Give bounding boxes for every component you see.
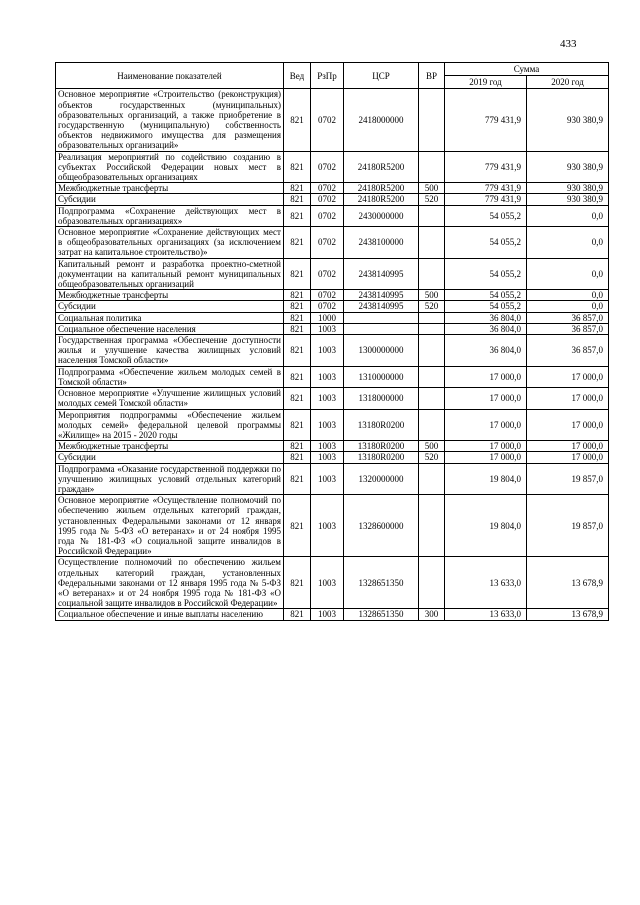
cell-ved: 821: [284, 557, 311, 609]
cell-rzpr: 0702: [311, 290, 344, 301]
cell-rzpr: 1003: [311, 409, 344, 441]
cell-2020: 17 000,0: [527, 441, 609, 452]
cell-2020: 0,0: [527, 205, 609, 226]
cell-name: Межбюджетные трансферты: [56, 183, 284, 194]
cell-vr: [419, 335, 445, 367]
cell-name: Реализация мероприятий по содействию созданию в субъектах Российской Федерации новых мест в общеобразовательных организациях: [56, 151, 284, 183]
cell-2019: 779 431,9: [445, 89, 527, 151]
cell-rzpr: 0702: [311, 89, 344, 151]
cell-rzpr: 1003: [311, 463, 344, 495]
cell-2019: 779 431,9: [445, 151, 527, 183]
table-body: [56, 89, 609, 620]
cell-csr: 1328651350: [344, 557, 419, 609]
cell-2019: 54 055,2: [445, 258, 527, 290]
cell-rzpr: 0702: [311, 258, 344, 290]
cell-2019: 17 000,0: [445, 441, 527, 452]
cell-ved: 821: [284, 290, 311, 301]
table-row: [56, 495, 609, 557]
cell-2019: 36 804,0: [445, 335, 527, 367]
cell-csr: 1328600000: [344, 495, 419, 557]
cell-name: Государственная программа «Обеспечение доступности жилья и улучшение качества жилищных условий населения Томской области»: [56, 335, 284, 367]
cell-rzpr: 1003: [311, 323, 344, 334]
cell-ved: 821: [284, 495, 311, 557]
cell-csr: 13180R0200: [344, 452, 419, 463]
cell-name: Подпрограмма «Сохранение действующих мест в образовательных организациях»: [56, 205, 284, 226]
cell-csr: 13180R0200: [344, 409, 419, 441]
table-row: [56, 366, 609, 387]
cell-name: Субсидии: [56, 194, 284, 205]
table-row: [56, 609, 609, 620]
cell-csr: 1310000000: [344, 366, 419, 387]
cell-2019: 19 804,0: [445, 463, 527, 495]
cell-2019: 779 431,9: [445, 194, 527, 205]
table-row: [56, 227, 609, 259]
header-row: [56, 63, 609, 76]
cell-name: Субсидии: [56, 452, 284, 463]
table-row: [56, 463, 609, 495]
cell-rzpr: 0702: [311, 227, 344, 259]
cell-2019: 54 055,2: [445, 301, 527, 312]
cell-2019: 54 055,2: [445, 290, 527, 301]
cell-2019: 19 804,0: [445, 495, 527, 557]
cell-csr: [344, 312, 419, 323]
table-row: [56, 312, 609, 323]
cell-rzpr: 1000: [311, 312, 344, 323]
table-row: [56, 388, 609, 409]
cell-vr: 520: [419, 301, 445, 312]
cell-vr: [419, 366, 445, 387]
cell-2020: 36 857,0: [527, 323, 609, 334]
cell-2019: 54 055,2: [445, 205, 527, 226]
cell-2020: 17 000,0: [527, 366, 609, 387]
header-sum: Сумма: [445, 63, 609, 76]
cell-vr: [419, 495, 445, 557]
cell-ved: 821: [284, 258, 311, 290]
cell-name: Основное мероприятие «Осуществление полномочий по обеспечению жильем отдельных категорий граждан, установленных Федеральными законами от 12 января 1995 года № 5-ФЗ «О ветеранах» и от 24 ноября 1995 года № 181-ФЗ «О социальной защите инвалидов в Российской Федерации»: [56, 495, 284, 557]
cell-2020: 36 857,0: [527, 335, 609, 367]
cell-csr: 2418000000: [344, 89, 419, 151]
header-vr: ВР: [419, 63, 445, 89]
cell-name: Мероприятия подпрограммы «Обеспечение жильем молодых семей» федеральной целевой программы «Жилище» на 2015 - 2020 годы: [56, 409, 284, 441]
cell-vr: [419, 89, 445, 151]
cell-name: Социальная политика: [56, 312, 284, 323]
cell-2020: 13 678,9: [527, 557, 609, 609]
cell-2019: 17 000,0: [445, 366, 527, 387]
cell-name: Социальное обеспечение и иные выплаты населению: [56, 609, 284, 620]
cell-2020: 17 000,0: [527, 409, 609, 441]
cell-vr: [419, 258, 445, 290]
cell-ved: 821: [284, 151, 311, 183]
header-name: Наименование показателей: [56, 63, 284, 89]
cell-ved: 821: [284, 323, 311, 334]
header-ved: Вед: [284, 63, 311, 89]
cell-csr: 1320000000: [344, 463, 419, 495]
cell-name: Капитальный ремонт и разработка проектно-сметной документации на капитальный ремонт муниципальных общеобразовательных организаций: [56, 258, 284, 290]
cell-ved: 821: [284, 366, 311, 387]
cell-name: Межбюджетные трансферты: [56, 290, 284, 301]
cell-2019: 17 000,0: [445, 452, 527, 463]
table-row: [56, 335, 609, 367]
cell-rzpr: 0702: [311, 194, 344, 205]
cell-vr: [419, 388, 445, 409]
cell-rzpr: 0702: [311, 183, 344, 194]
cell-2020: 930 380,9: [527, 151, 609, 183]
cell-name: Социальное обеспечение населения: [56, 323, 284, 334]
cell-rzpr: 1003: [311, 366, 344, 387]
cell-rzpr: 0702: [311, 301, 344, 312]
cell-ved: 821: [284, 452, 311, 463]
cell-rzpr: 1003: [311, 495, 344, 557]
cell-ved: 821: [284, 463, 311, 495]
cell-vr: [419, 151, 445, 183]
cell-2020: 0,0: [527, 301, 609, 312]
table-row: [56, 409, 609, 441]
cell-csr: 1328651350: [344, 609, 419, 620]
cell-vr: 300: [419, 609, 445, 620]
table-row: [56, 441, 609, 452]
cell-ved: 821: [284, 227, 311, 259]
cell-2020: 930 380,9: [527, 89, 609, 151]
cell-csr: [344, 323, 419, 334]
cell-ved: 821: [284, 441, 311, 452]
cell-rzpr: 0702: [311, 151, 344, 183]
cell-csr: 1318000000: [344, 388, 419, 409]
cell-vr: [419, 323, 445, 334]
cell-csr: 24180R5200: [344, 194, 419, 205]
cell-vr: 520: [419, 452, 445, 463]
cell-name: Подпрограмма «Оказание государственной поддержки по улучшению жилищных условий отдельных категорий граждан»: [56, 463, 284, 495]
cell-2020: 17 000,0: [527, 452, 609, 463]
cell-rzpr: 1003: [311, 335, 344, 367]
cell-2020: 930 380,9: [527, 194, 609, 205]
cell-rzpr: 1003: [311, 452, 344, 463]
cell-ved: 821: [284, 409, 311, 441]
cell-2020: 0,0: [527, 290, 609, 301]
table-row: [56, 205, 609, 226]
table-row: [56, 194, 609, 205]
cell-vr: 500: [419, 290, 445, 301]
cell-2020: 36 857,0: [527, 312, 609, 323]
cell-2020: 930 380,9: [527, 183, 609, 194]
budget-table: [55, 62, 609, 621]
cell-csr: 2430000000: [344, 205, 419, 226]
header-csr: ЦСР: [344, 63, 419, 89]
cell-2019: 13 633,0: [445, 557, 527, 609]
cell-csr: 1300000000: [344, 335, 419, 367]
cell-2020: 19 857,0: [527, 463, 609, 495]
cell-vr: 500: [419, 441, 445, 452]
cell-vr: 520: [419, 194, 445, 205]
cell-rzpr: 1003: [311, 388, 344, 409]
cell-ved: 821: [284, 609, 311, 620]
cell-ved: 821: [284, 194, 311, 205]
table-row: [56, 258, 609, 290]
cell-csr: 24180R5200: [344, 151, 419, 183]
cell-vr: [419, 409, 445, 441]
cell-2019: 36 804,0: [445, 312, 527, 323]
header-2020: 2020 год: [527, 76, 609, 89]
cell-csr: 13180R0200: [344, 441, 419, 452]
cell-2019: 54 055,2: [445, 227, 527, 259]
cell-2019: 36 804,0: [445, 323, 527, 334]
cell-ved: 821: [284, 335, 311, 367]
cell-ved: 821: [284, 388, 311, 409]
cell-rzpr: 1003: [311, 557, 344, 609]
table-row: [56, 183, 609, 194]
cell-2019: 17 000,0: [445, 409, 527, 441]
cell-ved: 821: [284, 205, 311, 226]
table-row: [56, 290, 609, 301]
cell-2019: 779 431,9: [445, 183, 527, 194]
table-row: [56, 301, 609, 312]
cell-rzpr: 1003: [311, 609, 344, 620]
cell-2020: 0,0: [527, 258, 609, 290]
cell-vr: [419, 312, 445, 323]
cell-2020: 19 857,0: [527, 495, 609, 557]
table-row: [56, 452, 609, 463]
cell-name: Основное мероприятие «Улучшение жилищных условий молодых семей Томской области»: [56, 388, 284, 409]
cell-csr: 2438140995: [344, 258, 419, 290]
table-row: [56, 89, 609, 151]
cell-rzpr: 1003: [311, 441, 344, 452]
cell-ved: 821: [284, 89, 311, 151]
cell-name: Субсидии: [56, 301, 284, 312]
cell-vr: [419, 463, 445, 495]
header-2019: 2019 год: [445, 76, 527, 89]
cell-vr: [419, 205, 445, 226]
cell-2020: 0,0: [527, 227, 609, 259]
cell-2020: 13 678,9: [527, 609, 609, 620]
cell-name: Межбюджетные трансферты: [56, 441, 284, 452]
table-row: [56, 151, 609, 183]
cell-vr: [419, 227, 445, 259]
table-row: [56, 323, 609, 334]
cell-csr: 24180R5200: [344, 183, 419, 194]
cell-name: Подпрограмма «Обеспечение жильем молодых семей в Томской области»: [56, 366, 284, 387]
cell-name: Основное мероприятие «Строительство (реконструкция) объектов государственных (муниципальных) образовательных организаций, а также приобретение в государственную (муниципальную) собственность объектов недвижимого имущества для размещения образовательных организаций»: [56, 89, 284, 151]
cell-ved: 821: [284, 301, 311, 312]
cell-csr: 2438140995: [344, 290, 419, 301]
cell-2019: 13 633,0: [445, 609, 527, 620]
cell-2019: 17 000,0: [445, 388, 527, 409]
cell-vr: 500: [419, 183, 445, 194]
cell-csr: 2438100000: [344, 227, 419, 259]
cell-2020: 17 000,0: [527, 388, 609, 409]
cell-name: Осуществление полномочий по обеспечению жильем отдельных категорий граждан, установленных Федеральными законами от 12 января 1995 года № 5-ФЗ «О ветеранах» и от 24 ноября 1995 года № 181-ФЗ «О социальной защите инвалидов в Российской Федерации»: [56, 557, 284, 609]
cell-ved: 821: [284, 312, 311, 323]
cell-ved: 821: [284, 183, 311, 194]
cell-vr: [419, 557, 445, 609]
page-number: 433: [560, 38, 577, 50]
header-rzpr: РзПр: [311, 63, 344, 89]
table-row: [56, 557, 609, 609]
cell-name: Основное мероприятие «Сохранение действующих мест в общеобразовательных организациях (за исключением затрат на капитальное строительство)»: [56, 227, 284, 259]
cell-rzpr: 0702: [311, 205, 344, 226]
cell-csr: 2438140995: [344, 301, 419, 312]
